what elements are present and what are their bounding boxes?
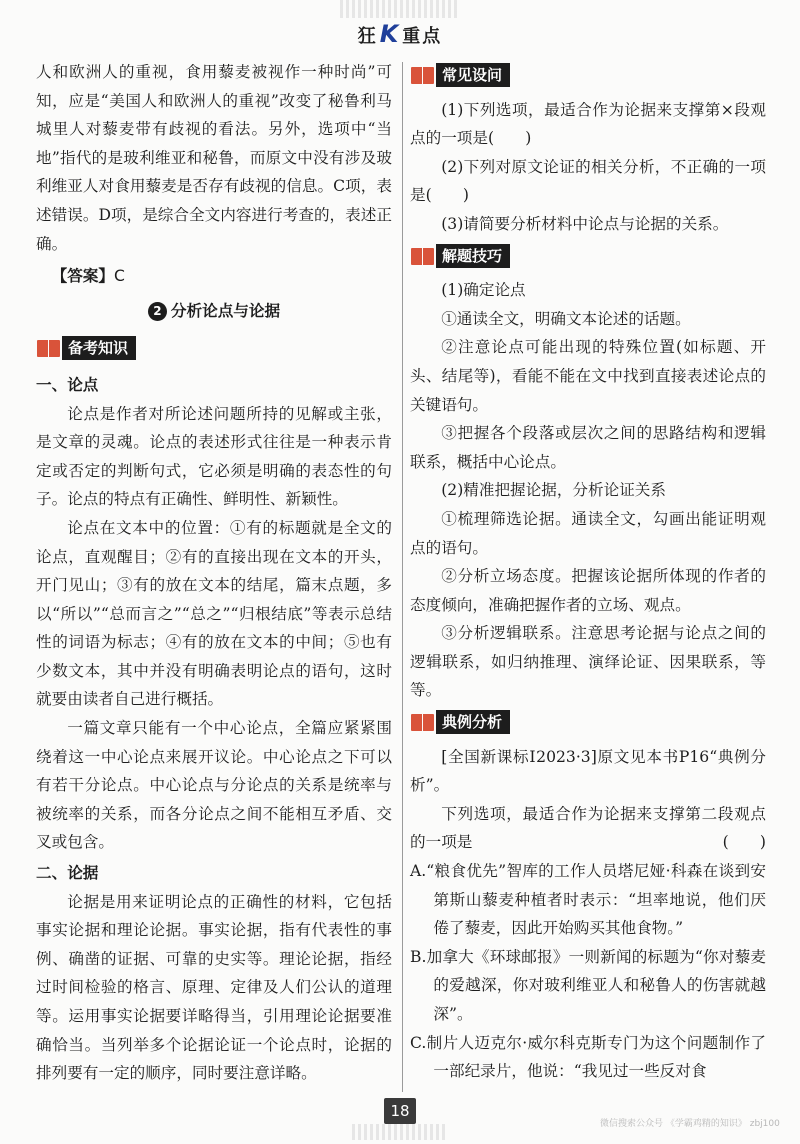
question-2: (2)下列对原文论证的相关分析，不正确的一项是( ) xyxy=(410,157,766,205)
option-b: B.加拿大《环球邮报》一则新闻的标题为“你对藜麦的爱越深，你对玻利维亚人和秘鲁人的伤害就越深”。 xyxy=(410,947,766,1023)
left-column xyxy=(36,58,392,1088)
tag-skills-label: 解题技巧 xyxy=(436,244,510,268)
skill-2b: ②分析立场态度。把握该论据所体现的作者的态度倾向，准确把握作者的立场、观点。 xyxy=(410,567,766,614)
answer-blank: ( ) xyxy=(722,833,766,852)
option-a: A.“粮食优先”智库的工作人员塔尼娅·科森在谈到安第斯山藜麦种植者时表示：“坦率地说，他们厌倦了藜麦，因此开始购买其他食物。” xyxy=(410,862,766,938)
tag-common-label: 常见设问 xyxy=(436,63,510,87)
tag-example xyxy=(410,709,510,735)
brand-right: 重点 xyxy=(402,26,443,47)
option-c: C.制片人迈克尔·威尔科克斯专门为这个问题制作了一部纪录片，他说：“我见过一些反对食 xyxy=(410,1033,766,1081)
right-column xyxy=(410,58,766,1086)
section-number-icon: 2 xyxy=(148,302,167,321)
skill-2c: ③分析逻辑联系。注意思考论据与论点之间的逻辑联系，如归纳推理、演绎论证、因果联系，等等。 xyxy=(410,624,766,700)
heading-lundian: 一、论点 xyxy=(36,375,99,394)
intro-paragraph: 人和欧洲人的重视，食用藜麦被视作一种时尚”可知，应是“美国人和欧洲人的重视”改变了秘鲁利马城里人对藜麦带有歧视的看法。另外，选项中“当地”指代的是玻利维亚和秘鲁，而原文中没有涉及玻利维亚人对食用藜麦是否存有歧视的信息。C项，表述错误。D项，是综合全文内容进行考查的，表述正确。 xyxy=(36,63,392,253)
tag-knowledge xyxy=(36,335,136,361)
column-divider xyxy=(402,62,403,1092)
example-source: [全国新课标Ⅰ2023·3]原文见本书P16“典例分析”。 xyxy=(410,747,766,795)
skill-1c: ③把握各个段落或层次之间的思路结构和逻辑联系，概括中心论点。 xyxy=(410,424,766,471)
brand-left: 狂 xyxy=(357,26,378,47)
skill-1b: ②注意论点可能出现的特殊位置(如标题、开头、结尾等)，看能不能在文中找到直接表述论点的关键语句。 xyxy=(410,338,766,414)
heading-lunju: 二、论据 xyxy=(36,864,99,883)
skill-2: (2)精准把握论据，分析论证关系 xyxy=(441,481,666,500)
open-book-icon xyxy=(410,64,436,86)
answer-label: 【答案】 xyxy=(51,267,114,286)
paragraph-center-argument: 一篇文章只能有一个中心论点，全篇应紧紧围绕着这一中心论点来展开议论。中心论点之下可以有若干分论点。中心论点与分论点的关系是统率与被统率的关系，而各分论点之间不能相互矛盾、交叉或包含。 xyxy=(36,719,392,852)
example-question-text: 下列选项，最适合作为论据来支撑第二段观点的一项是 xyxy=(410,804,766,852)
footer-decoration xyxy=(352,1124,448,1140)
paragraph-lundian-position: 论点在文本中的位置：①有的标题就是全文的论点，直观醒目；②有的直接出现在文本的开头，开门见山；③有的放在文本的结尾，篇末点题，多以“所以”“总而言之”“总之”“归根结底”等表示总结性的词语为标志；④有的放在文本的中间；⑤也有少数文本，其中并没有明确表明论点的语句，这时就要由读者自己进行概括。 xyxy=(36,518,392,709)
open-book-icon xyxy=(36,337,62,359)
example-question xyxy=(410,800,766,857)
answer-line xyxy=(36,262,392,291)
brand-k-logo: K xyxy=(379,20,401,48)
tag-knowledge-label: 备考知识 xyxy=(62,336,136,360)
paragraph-lunju: 论据是用来证明论点的正确性的材料，它包括事实论据和理论论据。事实论据，指有代表性的事例、确凿的证据、可靠的史实等。理论论据，指经过时间检验的格言、原理、定律及人们公认的道理等。运用事实论据要详略得当，引用理论论据要准确恰当。当列举多个论据论证一个论点时，论据的排列要有一定的顺序，同时要注意详略。 xyxy=(36,892,392,1083)
open-book-icon xyxy=(410,711,436,733)
brand-title xyxy=(0,20,800,48)
question-1: (1)下列选项，最适合作为论据来支撑第×段观点的一项是( ) xyxy=(410,100,766,148)
open-book-icon xyxy=(410,245,436,267)
answer-value: C xyxy=(113,267,125,286)
section-title xyxy=(36,297,392,326)
tag-common-questions xyxy=(410,62,510,88)
paragraph-lundian-def: 论点是作者对所论述问题所持的见解或主张，是文章的灵魂。论点的表述形式往往是一种表示肯定或否定的判断句式，它必须是明确的表态性的句子。论点的特点有正确性、鲜明性、新颖性。 xyxy=(36,404,392,509)
skill-1: (1)确定论点 xyxy=(441,281,526,300)
page-header xyxy=(0,0,800,58)
skill-2a: ①梳理筛选论据。通读全文，勾画出能证明观点的语句。 xyxy=(410,509,766,557)
page-number: 18 xyxy=(384,1098,416,1124)
question-3: (3)请简要分析材料中论点与论据的关系。 xyxy=(441,214,729,233)
tag-skills xyxy=(410,243,510,269)
skill-1a: ①通读全文，明确文本论述的话题。 xyxy=(441,309,691,328)
tag-example-label: 典例分析 xyxy=(436,710,510,734)
section-title-text: 分析论点与论据 xyxy=(170,301,281,320)
header-decoration xyxy=(340,0,460,18)
watermark: 微信搜索公众号 《学霸鸡精的知识》 zbj100 xyxy=(600,1119,780,1129)
